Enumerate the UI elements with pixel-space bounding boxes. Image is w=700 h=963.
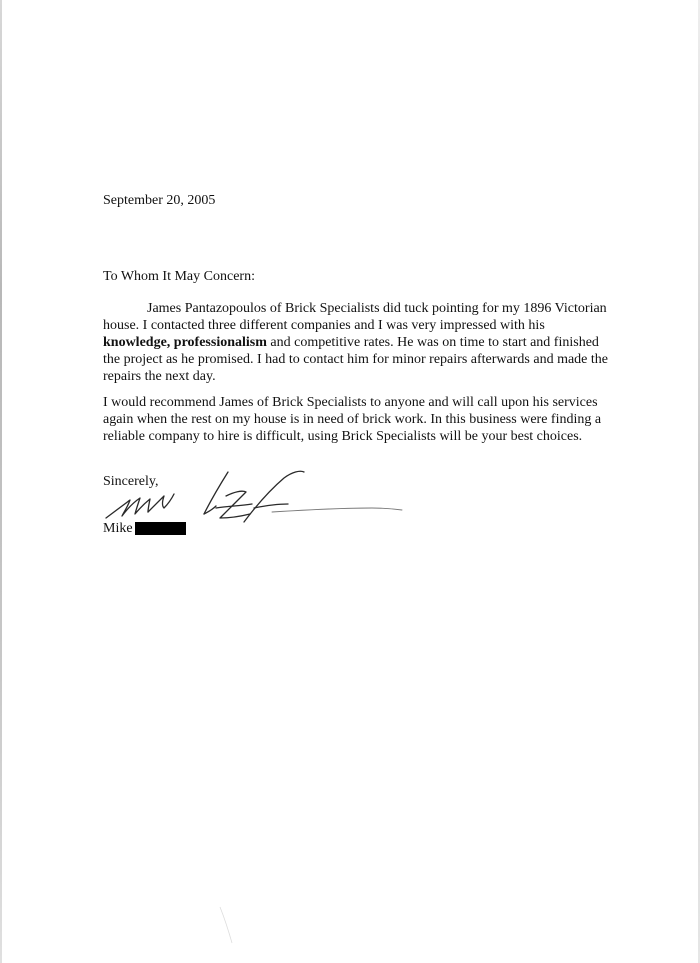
salutation: To Whom It May Concern: xyxy=(103,269,255,284)
bold-knowledge: knowledge xyxy=(103,335,167,350)
paragraph-1-text-b: and competitive rates. He was on time to start and finished the project as he promised. I had to contact him for minor repairs afterwards and made the repairs the next day. xyxy=(103,335,608,384)
body-paragraph-1 xyxy=(103,300,608,385)
bold-professionalism: professionalism xyxy=(173,335,267,350)
signer-first-name: Mike xyxy=(103,521,133,536)
body-paragraph-2: I would recommend James of Brick Specialists to anyone and will call upon his services again when the rest on my house is in need of brick work. In this business were finding a reliable company to hire is difficult, using Brick Specialists will be your best choices. xyxy=(103,395,602,444)
scan-artifact-mark xyxy=(216,905,236,945)
redacted-surname-bar xyxy=(135,522,186,535)
signer-line xyxy=(103,520,186,537)
bold-separator: , xyxy=(166,335,174,350)
closing: Sincerely, xyxy=(103,474,159,489)
scan-edge-left xyxy=(0,0,2,963)
letter-date: September 20, 2005 xyxy=(103,193,216,208)
paragraph-1-text-a: James Pantazopoulos of Brick Specialists did tuck pointing for my 1896 Victorian house. I contacted three different companies and I was very impressed with his xyxy=(103,301,607,333)
